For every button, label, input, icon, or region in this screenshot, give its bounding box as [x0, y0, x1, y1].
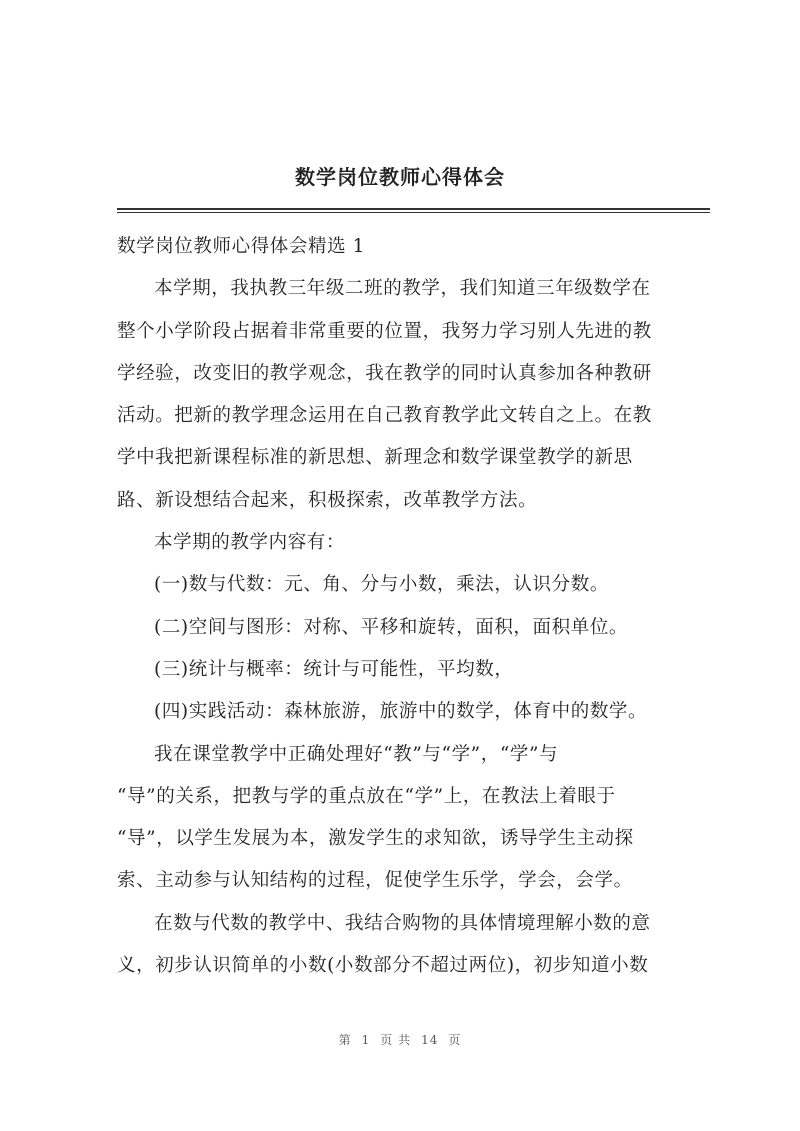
document-title: 数学岗位教师心得体会 — [295, 165, 505, 189]
body-line: (四)实践活动：森林旅游，旅游中的数学，体育中的数学。 — [154, 701, 648, 723]
body-line: 义，初步认识简单的小数(小数部分不超过两位)，初步知道小数 — [117, 955, 649, 977]
body-line: 索、主动参与认知结构的过程，促使学生乐学，学会，会学。 — [117, 870, 633, 892]
body-line: “导”，以学生发展为本，激发学生的求知欲，诱导学生主动探 — [117, 828, 634, 850]
body-line: 本学期，我执教三年级二班的教学，我们知道三年级数学在 — [154, 278, 651, 300]
body-line: (二)空间与图形：对称、平移和旋转，面积，面积单位。 — [154, 616, 629, 638]
document-body — [117, 226, 717, 987]
body-line: 整个小学阶段占据着非常重要的位置，我努力学习别人先进的教 — [117, 320, 652, 342]
body-line: (三)统计与概率：统计与可能性，平均数， — [154, 658, 514, 680]
footer-prefix: 第 — [338, 1033, 352, 1047]
body-line: 路、新设想结合起来，积极探索，改革教学方法。 — [117, 489, 538, 511]
body-line: 本学期的教学内容有： — [154, 532, 346, 554]
footer-suffix: 页 — [448, 1033, 462, 1047]
body-line: 我在课堂教学中正确处理好“教”与“学”，“学”与 — [154, 743, 559, 765]
footer-middle: 页 共 — [380, 1033, 412, 1047]
section-heading: 数学岗位教师心得体会精选 1 — [117, 236, 366, 257]
body-lines — [117, 268, 717, 987]
body-line: 学经验，改变旧的教学观念，我在教学的同时认真参加各种教研 — [117, 362, 652, 384]
page-footer — [0, 1031, 800, 1048]
footer-page-number: 1 — [361, 1033, 371, 1047]
body-line: “导”的关系，把教与学的重点放在“学”上，在教法上着眼于 — [117, 785, 616, 807]
body-line: 活动。把新的教学理念运用在自己教育教学此文转自之上。在教 — [117, 405, 652, 427]
body-line: 在数与代数的教学中、我结合购物的具体情境理解小数的意 — [154, 912, 651, 934]
body-line: 学中我把新课程标准的新思想、新理念和数学课堂教学的新思 — [117, 447, 633, 469]
body-line: (一)数与代数：元、角、分与小数，乘法，认识分数。 — [154, 574, 609, 596]
title-divider — [117, 208, 710, 213]
footer-total-pages: 14 — [421, 1033, 439, 1047]
